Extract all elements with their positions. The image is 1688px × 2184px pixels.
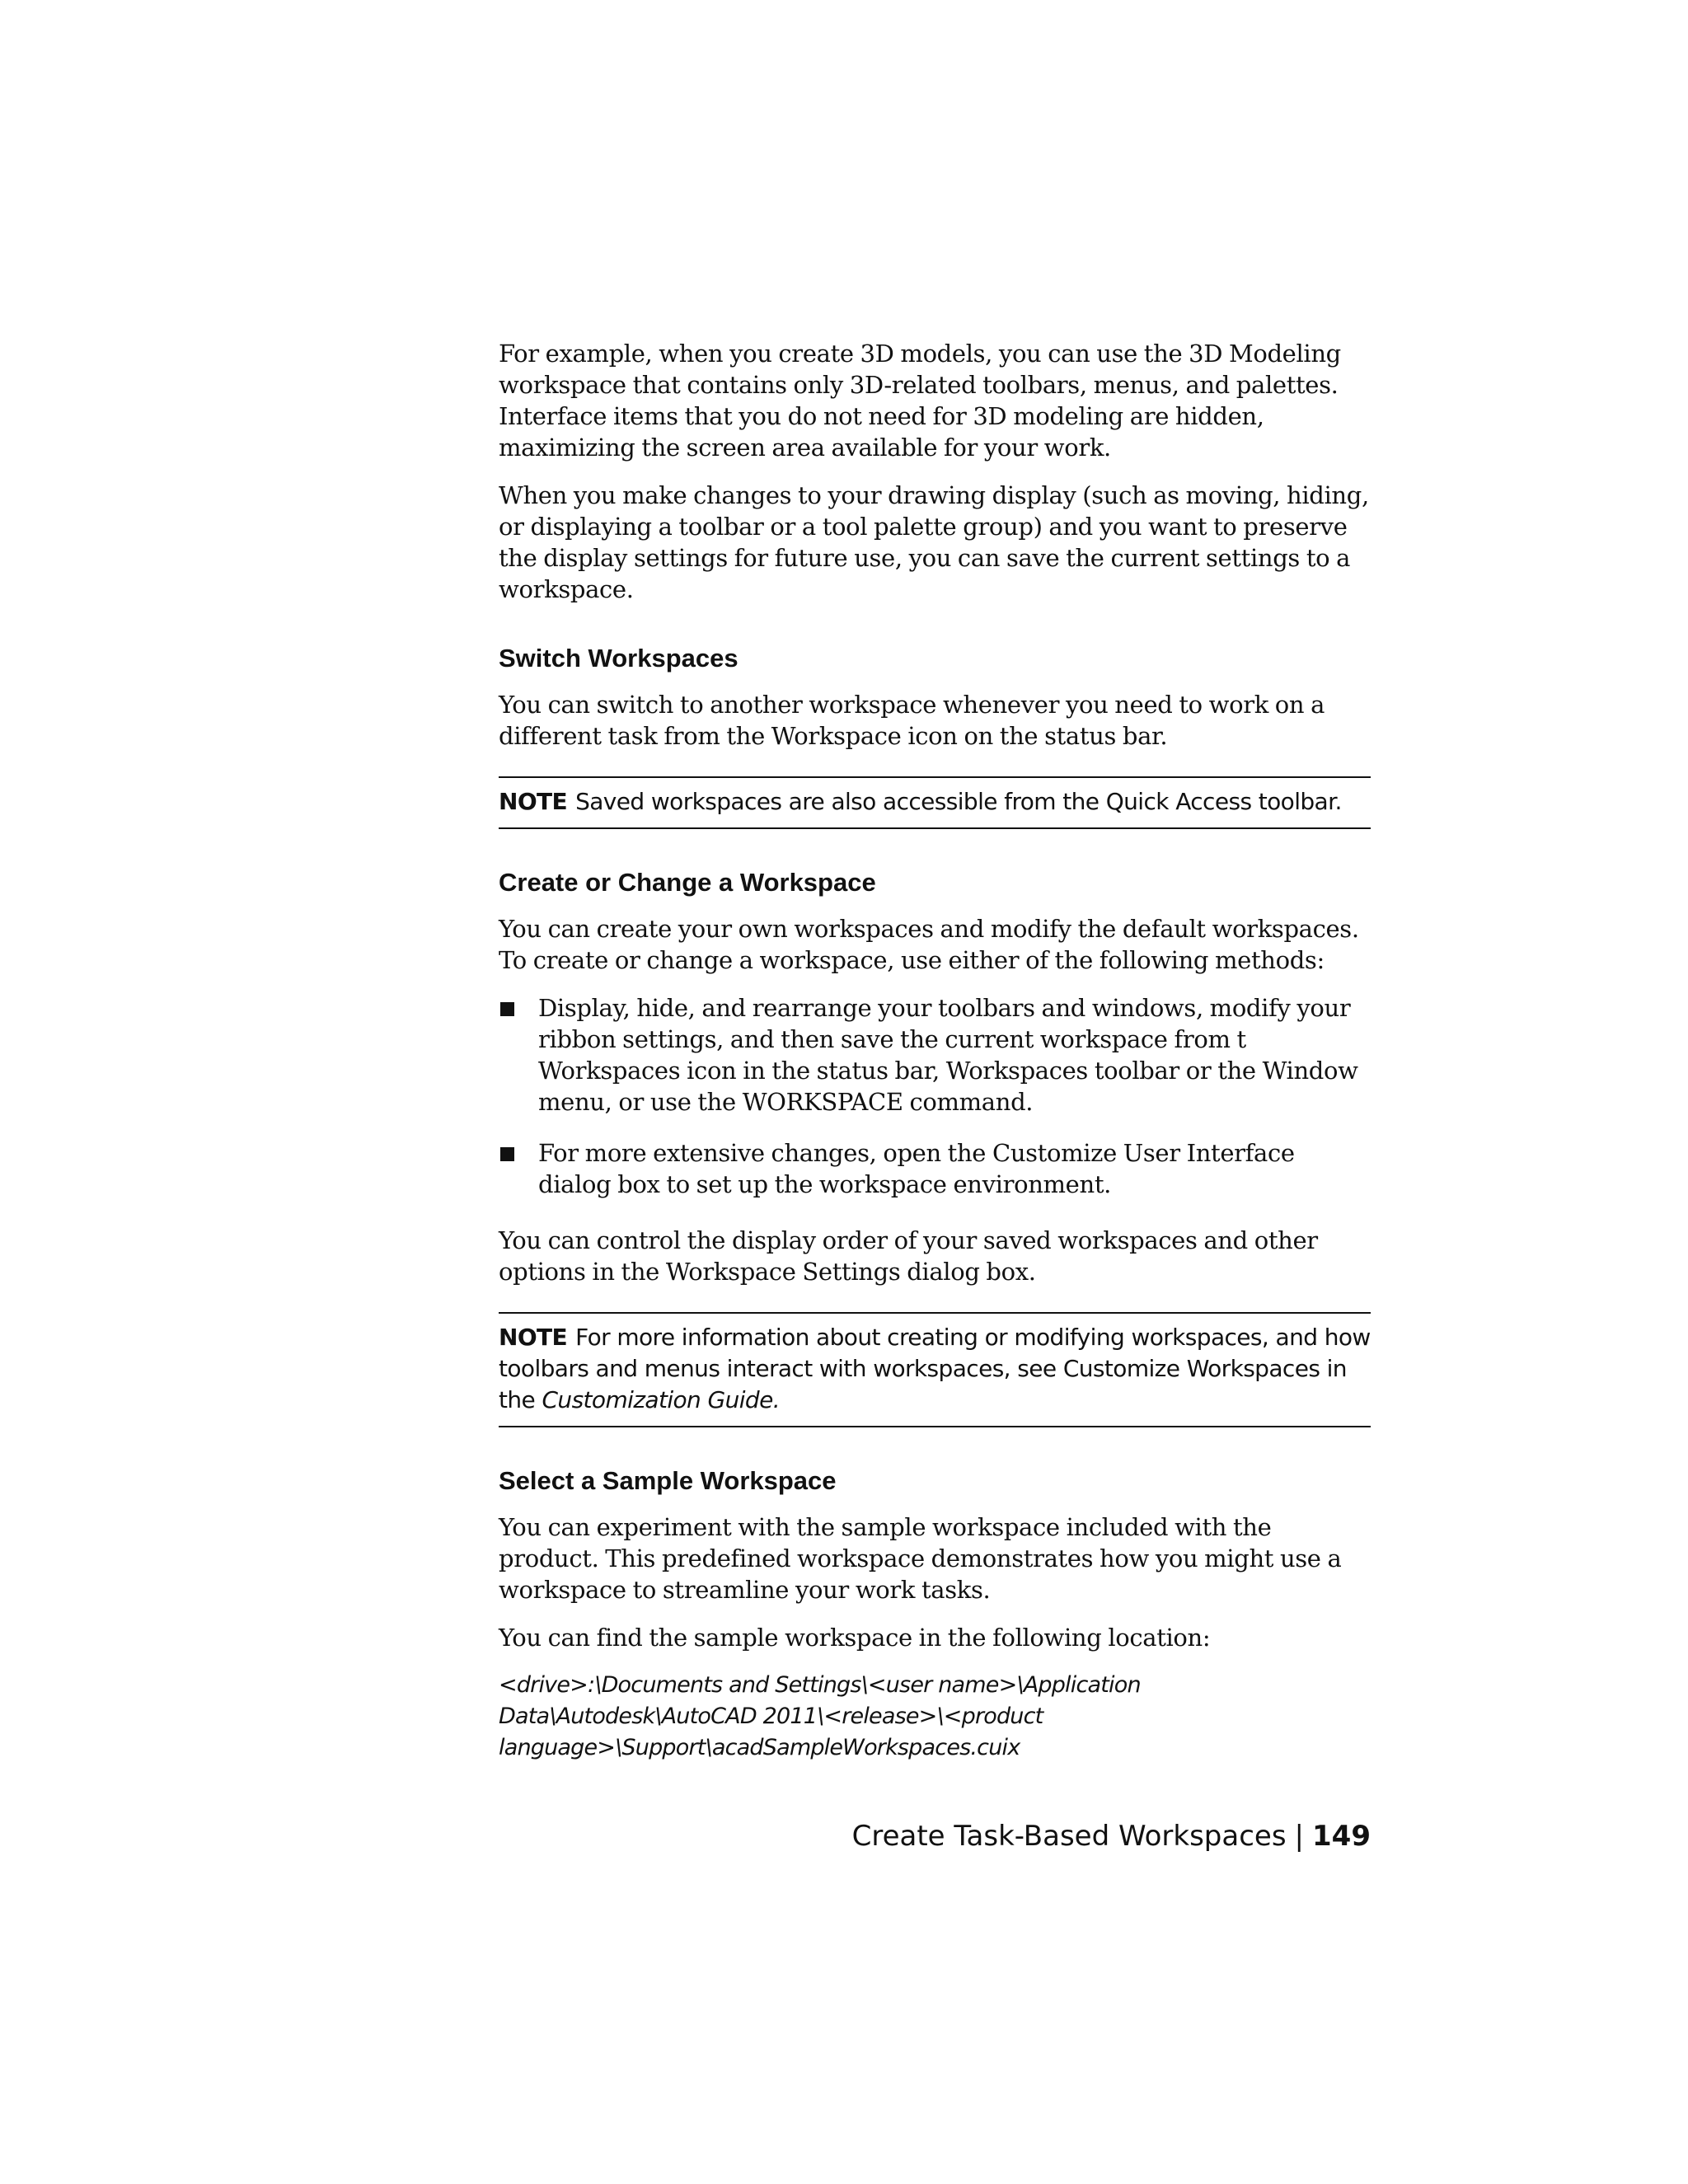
page-content	[499, 338, 1371, 1764]
section-heading-create-workspace: Create or Change a Workspace	[499, 868, 876, 897]
note-label: NOTE	[499, 788, 568, 815]
list-item	[499, 1137, 1371, 1200]
footer-chapter-title: Create Task-Based Workspaces	[851, 1820, 1287, 1853]
note-quick-access	[499, 776, 1371, 829]
customization-guide-reference: Customization Guide.	[542, 1386, 781, 1413]
note-customization-guide	[499, 1312, 1371, 1427]
switch-workspaces-paragraph: You can switch to another workspace whenever you need to work on a different task from the Workspace icon on the status bar.	[499, 691, 1325, 750]
square-bullet-icon	[500, 1002, 514, 1016]
sample-workspace-paragraph: You can experiment with the sample workspace included with the product. This predefined workspace demonstrates how you might use a workspace to streamline your work tasks.	[499, 1513, 1342, 1604]
page-number: 149	[1312, 1820, 1371, 1853]
display-order-paragraph: You can control the display order of your saved workspaces and other options in the Workspace Settings dialog box.	[499, 1226, 1318, 1286]
intro-paragraph-1: For example, when you create 3D models, you can use the 3D Modeling workspace that contains only 3D-related toolbars, menus, and palettes. Interface items that you do not need for 3D modeling are hidden, maximizing the screen area available for your work.	[499, 340, 1341, 462]
note-text: Saved workspaces are also accessible from the Quick Access toolbar.	[575, 788, 1342, 815]
list-item-text: For more extensive changes, open the Customize User Interface dialog box to set up the workspace environment.	[538, 1139, 1295, 1198]
note-text: For more information about creating or modifying workspaces, and how toolbars and menus interact with workspaces, see Customize Workspaces in the	[499, 1324, 1371, 1413]
section-heading-switch-workspaces: Switch Workspaces	[499, 644, 738, 673]
section-heading-sample-workspace: Select a Sample Workspace	[499, 1466, 837, 1495]
intro-paragraph-2: When you make changes to your drawing display (such as moving, hiding, or displaying a toolbar or a tool palette group) and you want to preserve the display settings for future use, you can save the current settings to a workspace.	[499, 481, 1369, 603]
note-label: NOTE	[499, 1324, 568, 1351]
sample-location-paragraph: You can find the sample workspace in the following location:	[499, 1624, 1211, 1652]
footer-separator: |	[1294, 1820, 1305, 1853]
sample-workspace-file-path: <drive>:\Documents and Settings\<user name>\Application Data\Autodesk\AutoCAD 2011\<release>\<product language>\Support\acadSampleWorkspaces.cuix	[499, 1672, 1141, 1760]
create-workspace-intro: You can create your own workspaces and modify the default workspaces. To create or change a workspace, use either of the following methods:	[499, 915, 1359, 974]
list-item	[499, 992, 1371, 1118]
methods-list	[499, 992, 1371, 1200]
page-footer	[852, 1820, 1371, 1853]
square-bullet-icon	[500, 1147, 514, 1161]
list-item-text: Display, hide, and rearrange your toolbars and windows, modify your ribbon settings, and then save the current workspace from t Workspaces icon in the status bar, Workspaces toolbar or the Window menu, or use the WORKSPACE command.	[538, 994, 1358, 1116]
